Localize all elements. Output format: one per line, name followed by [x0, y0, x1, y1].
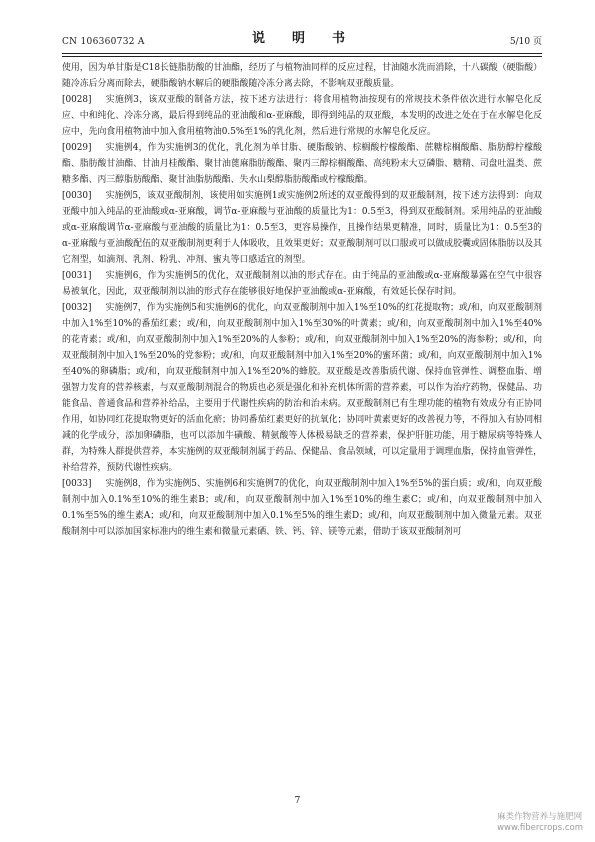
paragraph-text: 使用，因为单甘脂是C18长链脂肪酸的甘油酯，经历了与植物油同样的反应过程，甘油随水洗而消除，十八碳酸（硬脂酸）随冷冻后分离而除去，硬脂酸钠水解后的硬脂酸随冷冻分离去除，不影响双亚酸质量。 — [62, 63, 542, 89]
paragraph — [62, 300, 542, 476]
watermark-url: www.fibercrops.com — [497, 823, 583, 833]
watermark — [497, 812, 583, 834]
page-number: 7 — [294, 796, 301, 806]
paragraph-text: 实施例3，该双亚酸的制备方法，按下述方法进行：将食用植物油按现有的常规技术条件依次进行水解皂化反应、中和纯化、冷冻分离，最后得到纯品的亚油酸和α-亚麻酸，即得到纯品的双亚酸，本发明的改进之处在于在水解皂化反应中，先向食用植物油中加入食用植物油0.5%至1%的乳化剂，然后进行常规的水解皂化反应。 — [62, 95, 542, 137]
paragraph — [62, 476, 542, 540]
paragraph-text: 实施例6，作为实施例5的优化，双亚酸制剂以油的形式存在。由于纯品的亚油酸或α-亚麻酸暴露在空气中很容易被氧化，因此，双亚酸制剂以油的形式存在能够很好地保护亚油酸或α-亚麻酸，有效延长保存时间。 — [62, 271, 542, 297]
paragraph-number: [0028] — [62, 95, 92, 105]
paragraph — [62, 60, 542, 92]
page-header — [62, 31, 542, 50]
paragraph — [62, 188, 542, 268]
header-rule-thick — [62, 53, 542, 54]
header-rule-thin — [62, 56, 542, 57]
paragraph-number: [0032] — [62, 303, 92, 313]
paragraph-number: [0031] — [62, 271, 92, 281]
paragraph — [62, 268, 542, 300]
paragraph — [62, 140, 542, 188]
document-title: 说 明 书 — [251, 31, 352, 46]
body-text — [62, 60, 542, 540]
paragraph-number: [0030] — [62, 191, 92, 201]
paragraph-text: 实施例8，作为实施例5、实施例6和实施例7的优化，向双亚酸制剂中加入1%至5%的蛋白质；或/和，向双亚酸制剂中加入0.1%至10%的维生素B；或/和，向双亚酸制剂中加入1%至10%的维生素C；或/和，向双亚酸制剂中加入0.1%至5%的维生素A；或/和，向双亚酸制剂中加入0.1%至5%的维生素D；或/和，向双亚酸制剂中加入微量元素。双亚酸制剂中可以添加国家标准内的维生素和微量元素硒、铁、钙、锌、镁等元素，借助于该双亚酸制剂可 — [62, 479, 542, 537]
paragraph-text: 实施例5，该双亚酸制剂，该使用如实施例1或实施例2所述的双亚酸得到的双亚酸制剂，按下述方法得到：向双亚酸中加入纯品的亚油酸或α-亚麻酸，调节α-亚麻酸与亚油酸的质量比为1：0.5至3，得到双亚酸制剂。采用纯品的亚油酸或α-亚麻酸调节α-亚麻酸与亚油酸的质量比为1：0.5至3，更容易操作，且操作结果更精准，同时，质量比为1：0.5至3的α-亚麻酸与亚油酸配伍的双亚酸制剂更利于人体吸收，且效果更好；双亚酸制剂可以口服或可以做成胶囊或固体脂肪以及其它剂型，如滴剂、乳剂、粉乳、冲剂、蜜丸等口感适宜的剂型。 — [62, 191, 542, 265]
paragraph-text: 实施例7，作为实施例5和实施例6的优化，向双亚酸制剂中加入1%至10%的红花提取物；或/和，向双亚酸制剂中加入1%至10%的番茄红素；或/和，向双亚酸制剂中加入1%至30%的叶黄素；或/和，向双亚酸制剂中加入1%至40%的花青素；或/和，向双亚酸制剂中加入1%至20%的人参粉；或/和，向双亚酸制剂中加入1%至20%的海参粉；或/和，向双亚酸制剂中加入1%至20%的党参粉；或/和，向双亚酸制剂中加入1%至20%的蜜环菌；或/和，向双亚酸制剂中加入1%至40%的卵磷脂；或/和，向双亚酸制剂中加入1%至20%的蜂胶。双亚酸是改善脂质代谢、保持血管弹性、调整血脂、增强智力发育的营养核素，与双亚酸制剂混合的物质也必须是强化和补充机体所需的营养素，可以作为治疗药物，保健品、功能食品、普通食品和营养补给品，主要用于代谢性疾病的防治和治未病。双亚酸制剂已有生理功能的植物有效成分有正协同作用，如协同红花提取物更好的活血化瘀；协同番茄红素更好的抗氧化；协同叶黄素更好的改善视力等，不得加入有协同相减的化学成分，添加卵磷脂，也可以添加牛磺酸、精氨酸等人体极易缺乏的营养素，保护肝脏功能，用于糖尿病等特殊人群，为特殊人群提供营养，本实施例的双亚酸制剂属于药品、保健品、食品领域，可以定量用于调理血脂，保持血管弹性，补给营养，预防代谢性疾病。 — [62, 303, 542, 473]
page-indicator: 5/10 页 — [509, 37, 542, 47]
paragraph-text: 实施例4，作为实施例3的优化，乳化剂为单甘脂、硬脂酸钠、棕榈酸柠檬酸酯、蔗糖棕榈酸酯、脂肪醇柠檬酸酯、脂肪酸甘油酯、甘油月桂酸酯、聚甘油蓖麻脂肪酸酯、聚丙三醇棕榈酸酯、高纯粉末大豆磷脂、糖精、司盘吐温类、蔗糖多酯、丙三醇脂肪酸酯、聚甘油脂肪酸酯、失水山梨醇脂肪酸酯或柠檬酸酯。 — [62, 143, 542, 185]
paragraph-number: [0033] — [62, 479, 92, 489]
paragraph-number: [0029] — [62, 143, 92, 153]
paragraph — [62, 92, 542, 140]
patent-number: CN 106360732 A — [62, 37, 145, 47]
watermark-name: 麻类作物营养与施肥网 — [497, 812, 583, 822]
